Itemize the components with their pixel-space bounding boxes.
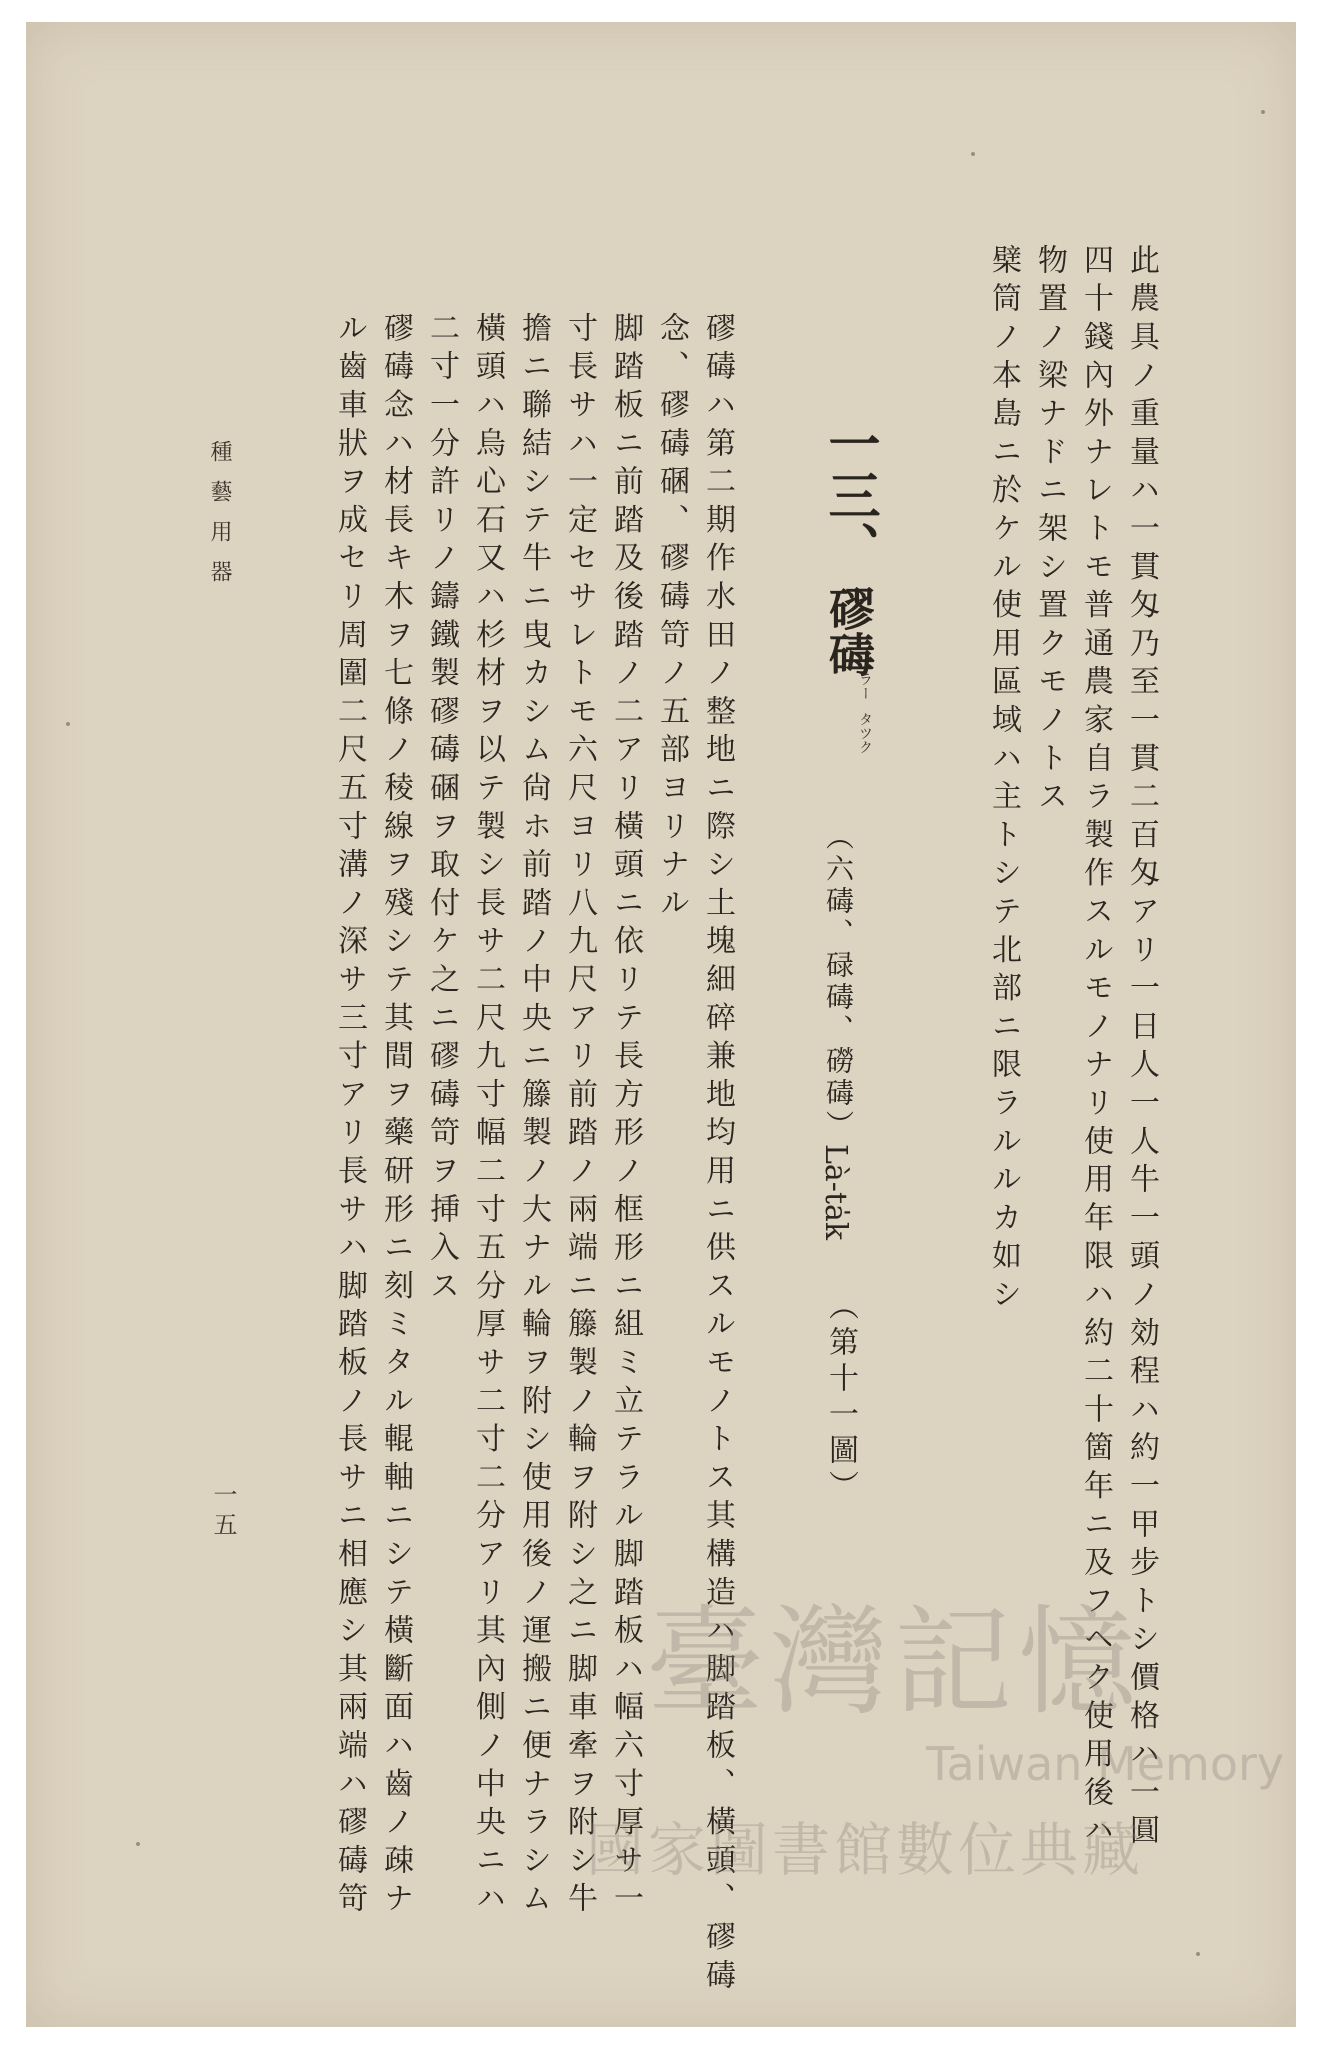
text-line-body-4: 寸長サハ一定セサレトモ六尺ヨリ八九尺アリ前踏ノ兩端ニ籐製ノ輪ヲ附シ之ニ脚車牽ヲ附シ牛 <box>562 312 597 1921</box>
romanization: Là-ta̍k <box>818 1144 853 1241</box>
text-line-body-7: 二寸一分許リノ鑄鐵製磟碡碅ヲ取付ケ之ニ磟碡笴ヲ挿入ス <box>424 312 459 1308</box>
text-line-body-5: 擔ニ聯結シテ牛ニ曳カシム尙ホ前踏ノ中央ニ籐製ノ大ナル輪ヲ附シ使用後ノ運搬ニ便ナラシム <box>516 312 551 1921</box>
section-ruby <box>855 672 875 700</box>
text-line-body-2: 念、磟碡碅、磟碡笴ノ五部ヨリナル <box>654 312 689 925</box>
document-page <box>26 22 1296 2027</box>
text-line-top-4: 檗筒ノ本島ニ於ケル使用區域ハ主トシテ北部ニ限ラルルカ如シ <box>986 244 1021 1317</box>
section-heading <box>812 417 887 677</box>
text-line-top-1: 此農具ノ重量ハ一貫匁乃至一貫二百匁アリ一日人一人牛一頭ノ効程ハ約一甲步トシ價格ハ一圓 <box>1124 244 1159 1853</box>
section-alternates <box>818 822 858 1142</box>
text-line-top-3: 物置ノ梁ナドニ架シ置クモノトス <box>1032 244 1067 819</box>
text-line-body-3: 脚踏板ニ前踏及後踏ノ二アリ橫頭ニ依リテ長方形ノ框形ニ組ミ立テラル脚踏板ハ幅六寸厚サ一 <box>608 312 643 1921</box>
text-line-body-9: ル齒車狀ヲ成セリ周圍二尺五寸溝ノ深サ三寸アリ長サハ脚踏板ノ長サニ相應シ其兩端ハ磟碡笴 <box>332 312 367 1921</box>
watermark-title: 臺灣記憶 <box>646 1593 1143 1731</box>
running-head: 種藝用器 <box>207 440 232 600</box>
alternate-names: （六碡、碌碡、磱碡） <box>822 822 855 1142</box>
text-line-body-8: 磟碡念ハ材長キ木ヲ七條ノ稜線ヲ殘シテ其間ヲ藥研形ニ刻ミタル輥軸ニシテ橫斷面ハ齒ノ疎ナ <box>378 312 413 1921</box>
watermark-english: Taiwan Memory <box>926 1737 1285 1791</box>
paper-speck <box>136 1842 140 1846</box>
paper-speck <box>1261 110 1265 114</box>
section-number: 一三、 <box>819 417 880 573</box>
ruby-tak: タツク <box>857 712 873 754</box>
text-line-body-1: 磟碡ハ第二期作水田ノ整地ニ際シ土塊細碎兼地均用ニ供スルモノトス其構造ハ脚踏板、橫頭、磟碡 <box>700 312 735 1998</box>
section-ruby-2 <box>855 712 875 754</box>
page-number: 一五 <box>209 1482 237 1542</box>
text-line-body-6: 橫頭ハ烏心石又ハ杉材ヲ以テ製シ長サ二尺九寸幅二寸五分厚サ二寸二分アリ其內側ノ中央ニハ <box>470 312 505 1921</box>
text-line-top-2: 四十錢內外ナレトモ普通農家自ラ製作スルモノナリ使用年限ハ約二十箇年ニ及フヘク使用後ハ <box>1078 244 1113 1853</box>
watermark-subtitle: 國家圖書館數位典藏 <box>586 1816 1145 1884</box>
paper-speck <box>66 722 70 726</box>
paper-speck <box>1196 1952 1200 1956</box>
section-title: 磟碡 <box>822 585 876 677</box>
watermark <box>586 1567 1286 1897</box>
figure-reference: （第十一圖） <box>823 1290 858 1506</box>
paper-speck <box>971 152 975 156</box>
ruby-la: ラー <box>857 672 873 700</box>
